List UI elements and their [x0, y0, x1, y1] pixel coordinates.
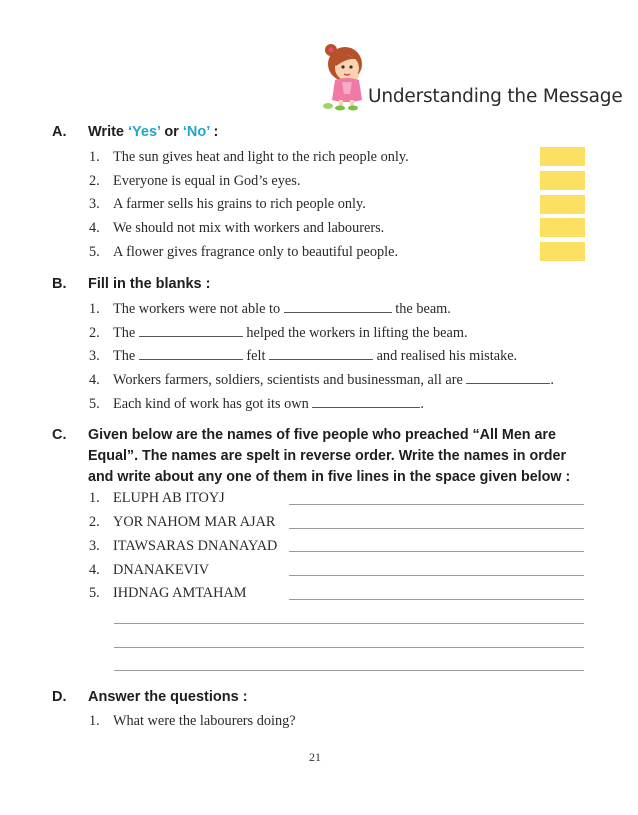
section-c-instructions: Given below are the names of five people who preached “All Men are Equal”. The names are spelt in reverse order. Write the names in order and write about any one of them in five lines in the space given below : [88, 427, 571, 485]
list-item [89, 244, 398, 261]
item-text: the beam. [391, 301, 451, 317]
blank-line[interactable] [466, 371, 550, 384]
list-item [89, 300, 451, 318]
blank-line[interactable] [139, 324, 243, 337]
list-item [89, 371, 554, 389]
item-number: 2. [89, 514, 100, 530]
item-number: 4. [89, 372, 100, 388]
item-text: . [420, 396, 424, 412]
item-text: The workers were not able to [113, 301, 284, 317]
reversed-name: ITAWSARAS DNANAYAD [113, 538, 278, 554]
item-number: 2. [89, 325, 100, 341]
item-number: 1. [89, 490, 100, 506]
item-text: The [113, 325, 139, 341]
list-item [89, 585, 246, 602]
item-number: 2. [89, 173, 100, 189]
item-text: A flower gives fragrance only to beautiful people. [113, 244, 399, 260]
item-number: 5. [89, 585, 100, 601]
writing-line[interactable] [114, 670, 584, 671]
item-text: felt [242, 348, 270, 364]
list-item [89, 538, 277, 555]
answer-box[interactable] [540, 242, 585, 261]
section-a-letter: A. [52, 124, 67, 140]
section-d-letter: D. [52, 689, 67, 705]
list-item [89, 514, 275, 531]
item-number: 5. [89, 244, 100, 260]
list-item [89, 490, 225, 507]
heading-colon: : [209, 124, 219, 140]
item-text: We should not mix with workers and labourers. [113, 220, 385, 236]
section-a-heading [88, 124, 218, 140]
item-number: 1. [89, 149, 100, 165]
reversed-name: IHDNAG AMTAHAM [113, 585, 247, 601]
section-b-letter: B. [52, 276, 67, 292]
item-text: Everyone is equal in God’s eyes. [113, 173, 301, 189]
list-item [89, 196, 366, 213]
answer-line[interactable] [289, 528, 584, 529]
answer-box[interactable] [540, 195, 585, 214]
answer-line[interactable] [289, 599, 584, 600]
list-item [89, 562, 209, 579]
item-text: and realised his mistake. [373, 348, 518, 364]
list-item [89, 324, 468, 342]
girl-thinking-icon [322, 42, 372, 112]
question-text: What were the labourers doing? [113, 713, 296, 729]
reversed-name: DNANAKEVIV [113, 562, 210, 578]
item-text: The sun gives heat and light to the rich people only. [113, 149, 409, 165]
no-word: ‘No’ [182, 124, 210, 140]
answer-line[interactable] [289, 575, 584, 576]
blank-line[interactable] [139, 347, 243, 360]
blank-line[interactable] [312, 395, 420, 408]
item-text: . [550, 372, 554, 388]
item-text: The [113, 348, 139, 364]
list-item [89, 713, 296, 730]
page-number: 21 [309, 750, 321, 764]
answer-box[interactable] [540, 218, 585, 237]
item-number: 3. [89, 538, 100, 554]
section-b-heading: Fill in the blanks : [88, 276, 211, 292]
item-text: Workers farmers, soldiers, scientists and businessman, all are [113, 372, 467, 388]
section-header [322, 42, 623, 112]
answer-box[interactable] [540, 147, 585, 166]
item-number: 4. [89, 220, 100, 236]
item-number: 3. [89, 348, 100, 364]
answer-line[interactable] [289, 504, 584, 505]
reversed-name: YOR NAHOM MAR AJAR [113, 514, 276, 530]
list-item [89, 173, 300, 190]
section-c-letter: C. [52, 427, 67, 443]
yes-word: ‘Yes’ [128, 124, 161, 140]
page-title: Understanding the Message [368, 86, 623, 107]
blank-line[interactable] [269, 347, 373, 360]
heading-text: Write [88, 124, 129, 140]
list-item [89, 149, 409, 166]
writing-line[interactable] [114, 623, 584, 624]
list-item [89, 347, 517, 365]
item-number: 3. [89, 196, 100, 212]
list-item [89, 220, 384, 237]
item-number: 1. [89, 301, 100, 317]
list-item [89, 395, 424, 413]
answer-line[interactable] [289, 551, 584, 552]
blank-line[interactable] [284, 300, 392, 313]
item-text: Each kind of work has got its own [113, 396, 313, 412]
item-text: helped the workers in lifting the beam. [242, 325, 468, 341]
writing-line[interactable] [114, 647, 584, 648]
item-text: A farmer sells his grains to rich people only. [113, 196, 366, 212]
section-d-heading: Answer the questions : [88, 689, 248, 705]
item-number: 5. [89, 396, 100, 412]
answer-box[interactable] [540, 171, 585, 190]
item-number: 4. [89, 562, 100, 578]
item-number: 1. [89, 713, 100, 729]
or-word: or [160, 124, 183, 140]
reversed-name: ELUPH AB ITOYJ [113, 490, 225, 506]
